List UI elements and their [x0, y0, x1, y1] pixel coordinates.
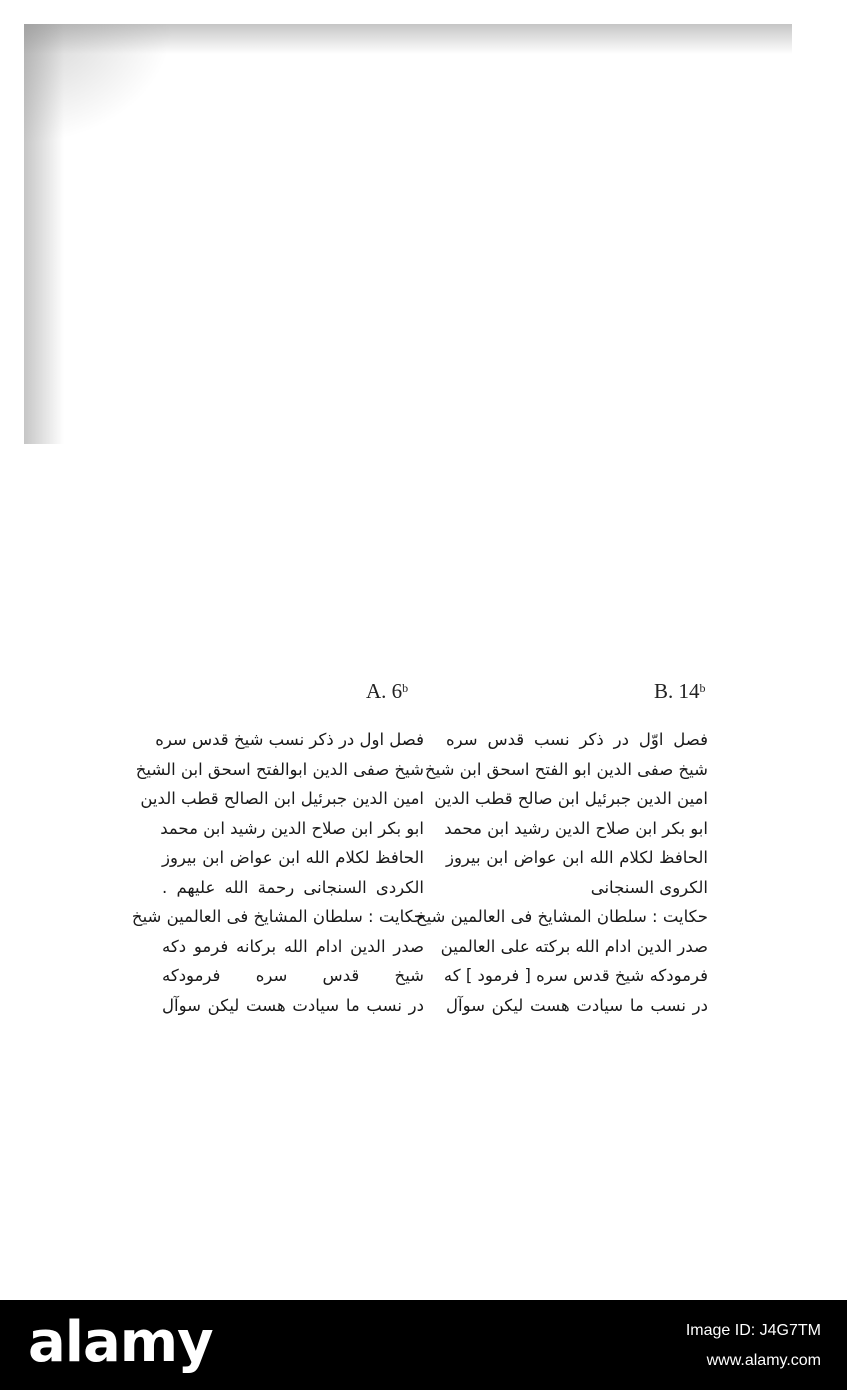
- column-b-text: [415, 725, 708, 1020]
- alamy-logo: alamy: [28, 1310, 213, 1375]
- text-line: امین الدین جبرئیل ابن الصالح قطب الدین: [140, 789, 424, 808]
- text-line: شیخ صفی الدین ابو الفتح اسحق ابن شیخ: [424, 759, 708, 779]
- text-line: امین الدین جبرئیل ابن صالح قطب الدین: [434, 789, 708, 808]
- text-line: الحافظ لکلام الله ابن عواض ابن بیروز: [162, 848, 424, 867]
- text-line: صدر الدین ادام الله برکته علی العالمین: [440, 936, 708, 956]
- column-b-label: B. 14$^b$: [654, 679, 706, 703]
- scan-shadow-left: [24, 24, 64, 444]
- text-line: فصل اوّل در ذکر نسب قدس سره: [446, 730, 708, 749]
- text-line: شیخ صفی الدین ابوالفتح اسحق ابن الشیخ: [135, 759, 424, 779]
- column-a-text: [131, 725, 424, 1020]
- text-line: ابو بکر ابن صلاح الدین رشید ابن محمد: [444, 818, 708, 838]
- watermark-url: www.alamy.com: [706, 1352, 821, 1369]
- column-a-label: A. 6$^b$: [366, 679, 409, 703]
- text-line: الکروی السنجانی: [590, 877, 708, 897]
- text-line: ابو بکر ابن صلاح الدین رشید ابن محمد: [160, 818, 424, 838]
- text-line: شیخ قدس سره فرمودکه: [162, 966, 424, 985]
- text-line: حکایت : سلطان المشایخ فی العالمین شیخ: [131, 907, 424, 926]
- text-line: فرمودکه شیخ قدس سره [ فرمود ] که: [443, 966, 708, 985]
- scan-shadow-top: [24, 24, 792, 54]
- text-line: الحافظ لکلام الله ابن عواض ابن بیروز: [446, 848, 708, 867]
- text-line: در نسب ما سیادت هست لیکن سوآل: [446, 995, 708, 1015]
- text-line: صدر الدین ادام الله برکانه فرمو دکه: [162, 936, 424, 956]
- text-line: فصل اول در ذکر نسب شیخ قدس سره: [155, 730, 424, 749]
- text-line: حکایت : سلطان المشایخ فی العالمین شیخ: [415, 907, 708, 926]
- text-line: در نسب ما سیادت هست لیکن سوآل: [162, 995, 424, 1015]
- text-line: الکردی السنجانی رحمة الله علیهم .: [162, 877, 424, 897]
- image-id-text: Image ID: J4G7TM: [685, 1322, 821, 1339]
